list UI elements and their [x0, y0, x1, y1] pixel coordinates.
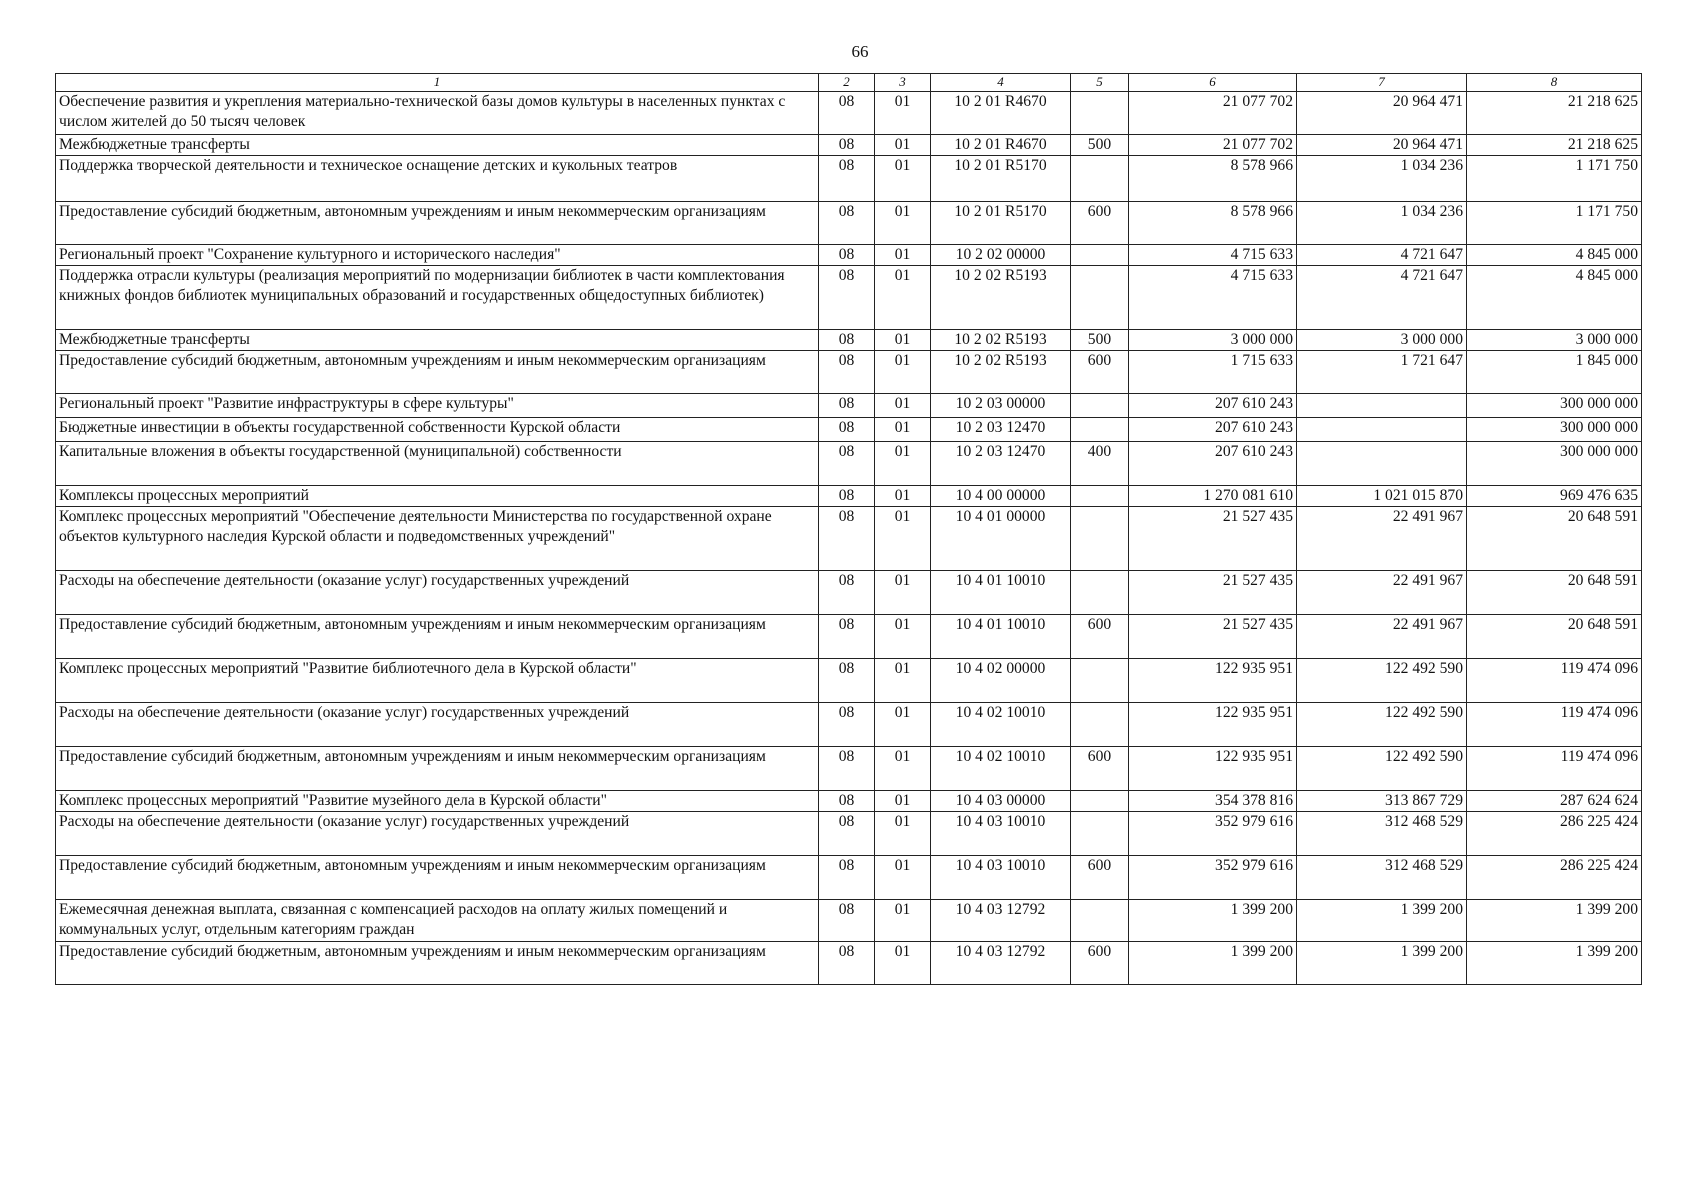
amount-cell-col8: 119 474 096 [1467, 703, 1642, 747]
target-article-cell: 10 4 02 10010 [931, 703, 1071, 747]
amount-cell-col8: 20 648 591 [1467, 571, 1642, 615]
amount-cell-col8: 20 648 591 [1467, 615, 1642, 659]
table-row [56, 812, 1642, 856]
row-name-cell: Региональный проект "Сохранение культурного и исторического наследия" [56, 245, 819, 266]
amount-cell-col8: 287 624 624 [1467, 791, 1642, 812]
target-article-cell: 10 4 01 00000 [931, 507, 1071, 571]
subsection-code-cell: 01 [875, 659, 931, 703]
amount-cell-col6: 207 610 243 [1129, 418, 1297, 442]
row-name-cell: Предоставление субсидий бюджетным, автономным учреждениям и иным некоммерческим организациям [56, 615, 819, 659]
target-article-cell: 10 2 01 R4670 [931, 92, 1071, 135]
table-row [56, 856, 1642, 900]
expense-type-cell: 500 [1071, 135, 1129, 156]
subsection-code-cell: 01 [875, 394, 931, 418]
section-code-cell: 08 [819, 507, 875, 571]
amount-cell-col8: 1 845 000 [1467, 351, 1642, 394]
section-code-cell: 08 [819, 330, 875, 351]
target-article-cell: 10 4 02 10010 [931, 747, 1071, 791]
target-article-cell: 10 2 02 R5193 [931, 351, 1071, 394]
target-article-cell: 10 2 03 12470 [931, 442, 1071, 486]
target-article-cell: 10 4 01 10010 [931, 615, 1071, 659]
section-code-cell: 08 [819, 351, 875, 394]
section-code-cell: 08 [819, 571, 875, 615]
amount-cell-col8: 286 225 424 [1467, 812, 1642, 856]
row-name-cell: Капитальные вложения в объекты государственной (муниципальной) собственности [56, 442, 819, 486]
row-name-cell: Комплекс процессных мероприятий "Развитие музейного дела в Курской области" [56, 791, 819, 812]
section-code-cell: 08 [819, 202, 875, 245]
amount-cell-col7: 122 492 590 [1297, 747, 1467, 791]
subsection-code-cell: 01 [875, 245, 931, 266]
amount-cell-col8: 21 218 625 [1467, 135, 1642, 156]
amount-cell-col8: 300 000 000 [1467, 418, 1642, 442]
expense-type-cell [1071, 418, 1129, 442]
amount-cell-col8: 4 845 000 [1467, 266, 1642, 330]
row-name-cell: Обеспечение развития и укрепления материально-технической базы домов культуры в населенных пунктах с числом жителей до 50 тысяч человек [56, 92, 819, 135]
expense-type-cell: 600 [1071, 202, 1129, 245]
amount-cell-col6: 4 715 633 [1129, 266, 1297, 330]
amount-cell-col6: 8 578 966 [1129, 202, 1297, 245]
table-row [56, 900, 1642, 942]
subsection-code-cell: 01 [875, 202, 931, 245]
table-row [56, 266, 1642, 330]
section-code-cell: 08 [819, 442, 875, 486]
subsection-code-cell: 01 [875, 812, 931, 856]
amount-cell-col8: 286 225 424 [1467, 856, 1642, 900]
expense-type-cell: 600 [1071, 856, 1129, 900]
table-row [56, 330, 1642, 351]
target-article-cell: 10 4 03 12792 [931, 900, 1071, 942]
expense-type-cell: 600 [1071, 351, 1129, 394]
expense-type-cell [1071, 156, 1129, 202]
amount-cell-col8: 969 476 635 [1467, 486, 1642, 507]
section-code-cell: 08 [819, 266, 875, 330]
amount-cell-col6: 21 077 702 [1129, 135, 1297, 156]
column-header: 1 [56, 74, 819, 92]
amount-cell-col7: 3 000 000 [1297, 330, 1467, 351]
amount-cell-col8: 119 474 096 [1467, 747, 1642, 791]
table-row [56, 394, 1642, 418]
amount-cell-col8: 300 000 000 [1467, 394, 1642, 418]
subsection-code-cell: 01 [875, 900, 931, 942]
target-article-cell: 10 2 02 R5193 [931, 330, 1071, 351]
section-code-cell: 08 [819, 659, 875, 703]
target-article-cell: 10 4 02 00000 [931, 659, 1071, 703]
subsection-code-cell: 01 [875, 156, 931, 202]
amount-cell-col7: 22 491 967 [1297, 507, 1467, 571]
expense-type-cell [1071, 791, 1129, 812]
column-header: 3 [875, 74, 931, 92]
amount-cell-col7: 20 964 471 [1297, 135, 1467, 156]
amount-cell-col7 [1297, 394, 1467, 418]
amount-cell-col7: 1 034 236 [1297, 156, 1467, 202]
column-header: 2 [819, 74, 875, 92]
row-name-cell: Межбюджетные трансферты [56, 330, 819, 351]
amount-cell-col6: 352 979 616 [1129, 856, 1297, 900]
row-name-cell: Предоставление субсидий бюджетным, автономным учреждениям и иным некоммерческим организациям [56, 351, 819, 394]
table-row [56, 442, 1642, 486]
expense-type-cell [1071, 266, 1129, 330]
table-row [56, 942, 1642, 985]
amount-cell-col7: 22 491 967 [1297, 615, 1467, 659]
amount-cell-col7: 22 491 967 [1297, 571, 1467, 615]
expense-type-cell [1071, 571, 1129, 615]
table-row [56, 351, 1642, 394]
table-row [56, 747, 1642, 791]
subsection-code-cell: 01 [875, 942, 931, 985]
amount-cell-col7 [1297, 442, 1467, 486]
table-row [56, 245, 1642, 266]
amount-cell-col6: 354 378 816 [1129, 791, 1297, 812]
amount-cell-col7: 4 721 647 [1297, 245, 1467, 266]
section-code-cell: 08 [819, 156, 875, 202]
amount-cell-col8: 1 399 200 [1467, 900, 1642, 942]
amount-cell-col7: 312 468 529 [1297, 812, 1467, 856]
section-code-cell: 08 [819, 245, 875, 266]
row-name-cell: Предоставление субсидий бюджетным, автономным учреждениям и иным некоммерческим организациям [56, 856, 819, 900]
subsection-code-cell: 01 [875, 135, 931, 156]
table-row [56, 703, 1642, 747]
expense-type-cell [1071, 703, 1129, 747]
expense-type-cell: 400 [1071, 442, 1129, 486]
column-header: 4 [931, 74, 1071, 92]
target-article-cell: 10 2 03 12470 [931, 418, 1071, 442]
amount-cell-col6: 21 077 702 [1129, 92, 1297, 135]
amount-cell-col7: 1 399 200 [1297, 942, 1467, 985]
amount-cell-col6: 21 527 435 [1129, 615, 1297, 659]
column-header: 5 [1071, 74, 1129, 92]
section-code-cell: 08 [819, 135, 875, 156]
amount-cell-col7: 313 867 729 [1297, 791, 1467, 812]
amount-cell-col8: 1 171 750 [1467, 156, 1642, 202]
section-code-cell: 08 [819, 791, 875, 812]
amount-cell-col8: 1 399 200 [1467, 942, 1642, 985]
subsection-code-cell: 01 [875, 486, 931, 507]
row-name-cell: Комплексы процессных мероприятий [56, 486, 819, 507]
section-code-cell: 08 [819, 418, 875, 442]
target-article-cell: 10 2 01 R5170 [931, 156, 1071, 202]
section-code-cell: 08 [819, 747, 875, 791]
amount-cell-col6: 3 000 000 [1129, 330, 1297, 351]
expense-type-cell [1071, 659, 1129, 703]
expense-type-cell [1071, 92, 1129, 135]
amount-cell-col6: 122 935 951 [1129, 659, 1297, 703]
row-name-cell: Бюджетные инвестиции в объекты государственной собственности Курской области [56, 418, 819, 442]
expense-type-cell: 600 [1071, 615, 1129, 659]
section-code-cell: 08 [819, 703, 875, 747]
amount-cell-col8: 4 845 000 [1467, 245, 1642, 266]
section-code-cell: 08 [819, 486, 875, 507]
subsection-code-cell: 01 [875, 442, 931, 486]
target-article-cell: 10 2 02 00000 [931, 245, 1071, 266]
budget-table [55, 73, 1642, 985]
section-code-cell: 08 [819, 900, 875, 942]
target-article-cell: 10 4 03 00000 [931, 791, 1071, 812]
section-code-cell: 08 [819, 856, 875, 900]
table-row [56, 791, 1642, 812]
section-code-cell: 08 [819, 394, 875, 418]
section-code-cell: 08 [819, 942, 875, 985]
amount-cell-col7: 122 492 590 [1297, 703, 1467, 747]
row-name-cell: Региональный проект "Развитие инфраструктуры в сфере культуры" [56, 394, 819, 418]
table-row [56, 156, 1642, 202]
table-body [56, 92, 1642, 985]
expense-type-cell: 500 [1071, 330, 1129, 351]
expense-type-cell [1071, 900, 1129, 942]
table-row [56, 418, 1642, 442]
row-name-cell: Комплекс процессных мероприятий "Обеспечение деятельности Министерства по государственной охране объектов культурного наследия Курской области и подведомственных учреждений" [56, 507, 819, 571]
amount-cell-col7: 4 721 647 [1297, 266, 1467, 330]
amount-cell-col6: 207 610 243 [1129, 442, 1297, 486]
row-name-cell: Ежемесячная денежная выплата, связанная с компенсацией расходов на оплату жилых помещений и коммунальных услуг, отдельным категориям граждан [56, 900, 819, 942]
amount-cell-col6: 122 935 951 [1129, 747, 1297, 791]
amount-cell-col7: 1 021 015 870 [1297, 486, 1467, 507]
table-row [56, 135, 1642, 156]
row-name-cell: Поддержка отрасли культуры (реализация мероприятий по модернизации библиотек в части комплектования книжных фондов библиотек муниципальных образований и государственных общедоступных библиотек) [56, 266, 819, 330]
table-row [56, 202, 1642, 245]
amount-cell-col7: 1 399 200 [1297, 900, 1467, 942]
subsection-code-cell: 01 [875, 703, 931, 747]
amount-cell-col6: 1 715 633 [1129, 351, 1297, 394]
subsection-code-cell: 01 [875, 571, 931, 615]
target-article-cell: 10 4 00 00000 [931, 486, 1071, 507]
column-header: 7 [1297, 74, 1467, 92]
section-code-cell: 08 [819, 615, 875, 659]
amount-cell-col7: 1 721 647 [1297, 351, 1467, 394]
section-code-cell: 08 [819, 812, 875, 856]
subsection-code-cell: 01 [875, 856, 931, 900]
row-name-cell: Предоставление субсидий бюджетным, автономным учреждениям и иным некоммерческим организациям [56, 202, 819, 245]
table-row [56, 507, 1642, 571]
expense-type-cell [1071, 394, 1129, 418]
expense-type-cell [1071, 486, 1129, 507]
row-name-cell: Предоставление субсидий бюджетным, автономным учреждениям и иным некоммерческим организациям [56, 747, 819, 791]
row-name-cell: Расходы на обеспечение деятельности (оказание услуг) государственных учреждений [56, 571, 819, 615]
amount-cell-col8: 300 000 000 [1467, 442, 1642, 486]
target-article-cell: 10 2 03 00000 [931, 394, 1071, 418]
amount-cell-col7: 312 468 529 [1297, 856, 1467, 900]
target-article-cell: 10 2 01 R5170 [931, 202, 1071, 245]
table-row [56, 92, 1642, 135]
amount-cell-col6: 1 399 200 [1129, 942, 1297, 985]
header-row [56, 74, 1642, 92]
expense-type-cell: 600 [1071, 747, 1129, 791]
amount-cell-col6: 4 715 633 [1129, 245, 1297, 266]
subsection-code-cell: 01 [875, 92, 931, 135]
target-article-cell: 10 4 01 10010 [931, 571, 1071, 615]
amount-cell-col6: 1 270 081 610 [1129, 486, 1297, 507]
target-article-cell: 10 4 03 10010 [931, 812, 1071, 856]
target-article-cell: 10 4 03 10010 [931, 856, 1071, 900]
amount-cell-col6: 122 935 951 [1129, 703, 1297, 747]
table-row [56, 571, 1642, 615]
amount-cell-col7: 1 034 236 [1297, 202, 1467, 245]
subsection-code-cell: 01 [875, 330, 931, 351]
amount-cell-col8: 3 000 000 [1467, 330, 1642, 351]
row-name-cell: Расходы на обеспечение деятельности (оказание услуг) государственных учреждений [56, 703, 819, 747]
row-name-cell: Расходы на обеспечение деятельности (оказание услуг) государственных учреждений [56, 812, 819, 856]
amount-cell-col6: 1 399 200 [1129, 900, 1297, 942]
amount-cell-col7: 122 492 590 [1297, 659, 1467, 703]
amount-cell-col8: 119 474 096 [1467, 659, 1642, 703]
amount-cell-col8: 1 171 750 [1467, 202, 1642, 245]
target-article-cell: 10 2 01 R4670 [931, 135, 1071, 156]
column-header: 6 [1129, 74, 1297, 92]
subsection-code-cell: 01 [875, 791, 931, 812]
amount-cell-col6: 21 527 435 [1129, 507, 1297, 571]
amount-cell-col6: 21 527 435 [1129, 571, 1297, 615]
amount-cell-col6: 8 578 966 [1129, 156, 1297, 202]
amount-cell-col6: 207 610 243 [1129, 394, 1297, 418]
table-row [56, 615, 1642, 659]
row-name-cell: Межбюджетные трансферты [56, 135, 819, 156]
expense-type-cell: 600 [1071, 942, 1129, 985]
row-name-cell: Поддержка творческой деятельности и техническое оснащение детских и кукольных театров [56, 156, 819, 202]
row-name-cell: Предоставление субсидий бюджетным, автономным учреждениям и иным некоммерческим организациям [56, 942, 819, 985]
table-row [56, 486, 1642, 507]
amount-cell-col8: 20 648 591 [1467, 507, 1642, 571]
target-article-cell: 10 2 02 R5193 [931, 266, 1071, 330]
amount-cell-col7: 20 964 471 [1297, 92, 1467, 135]
subsection-code-cell: 01 [875, 747, 931, 791]
amount-cell-col6: 352 979 616 [1129, 812, 1297, 856]
amount-cell-col7 [1297, 418, 1467, 442]
subsection-code-cell: 01 [875, 507, 931, 571]
subsection-code-cell: 01 [875, 266, 931, 330]
column-header: 8 [1467, 74, 1642, 92]
expense-type-cell [1071, 507, 1129, 571]
expense-type-cell [1071, 812, 1129, 856]
table-row [56, 659, 1642, 703]
target-article-cell: 10 4 03 12792 [931, 942, 1071, 985]
amount-cell-col8: 21 218 625 [1467, 92, 1642, 135]
subsection-code-cell: 01 [875, 615, 931, 659]
expense-type-cell [1071, 245, 1129, 266]
section-code-cell: 08 [819, 92, 875, 135]
row-name-cell: Комплекс процессных мероприятий "Развитие библиотечного дела в Курской области" [56, 659, 819, 703]
subsection-code-cell: 01 [875, 418, 931, 442]
page-number: 66 [851, 42, 869, 61]
subsection-code-cell: 01 [875, 351, 931, 394]
